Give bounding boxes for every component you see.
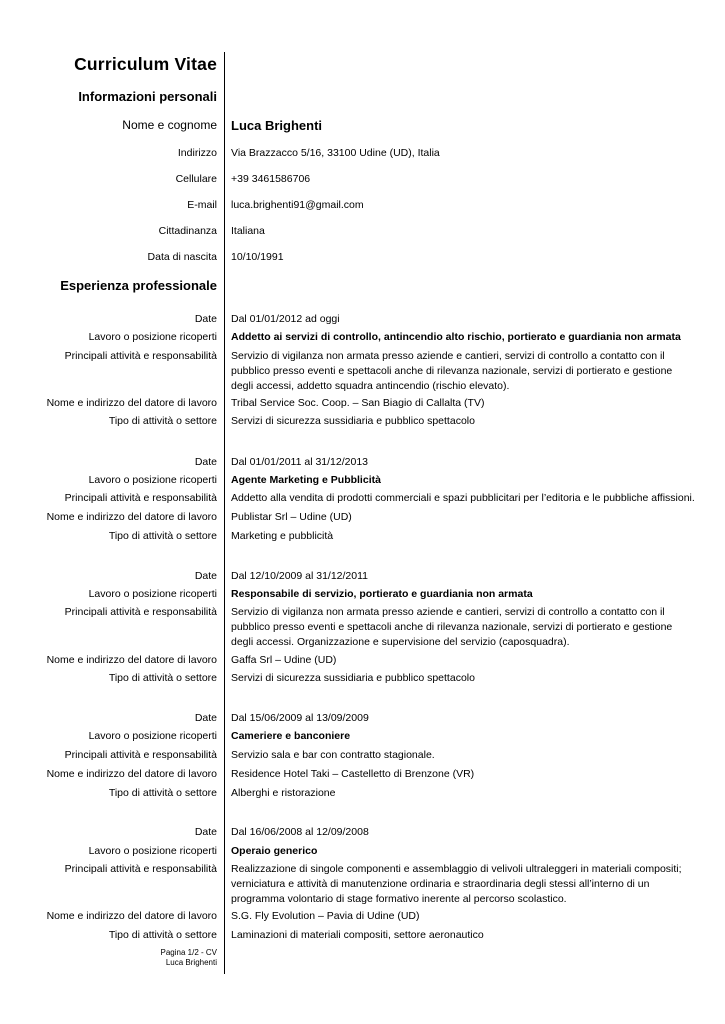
job-date: Dal 12/10/2009 al 31/12/2011 (231, 570, 369, 582)
job-sector: Marketing e pubblicità (231, 530, 334, 542)
position-label: Lavoro o posizione ricoperti (88, 331, 217, 343)
job-position: Responsabile di servizio, portierato e guardiania non armata (231, 588, 533, 600)
job-activities: Servizio di vigilanza non armata presso aziende e cantieri, servizi di controllo a contatto con il pubblico presso eventi e spettacoli anche di rilevanza nazionale, servizi di portierato e gestione degli accessi. Organizzazione e supervisione del servizio (caposquadra). (231, 606, 673, 648)
sector-label: Tipo di attività o settore (108, 787, 217, 799)
sector-label: Tipo di attività o settore (108, 530, 217, 542)
job-employer: Residence Hotel Taki – Castelletto di Brenzone (VR) (231, 768, 475, 780)
date-label: Date (194, 826, 217, 838)
job-activities: Servizio sala e bar con contratto stagionale. (231, 749, 435, 761)
section-heading-experience: Esperienza professionale (60, 278, 217, 293)
job-position: Agente Marketing e Pubblicità (231, 474, 381, 486)
section-heading-personal: Informazioni personali (78, 89, 217, 104)
page-footer (161, 948, 217, 968)
job-position: Operaio generico (231, 845, 318, 857)
date-label: Date (194, 313, 217, 325)
email-value[interactable]: luca.brighenti91@gmail.com (231, 199, 364, 211)
name-value: Luca Brighenti (231, 118, 323, 133)
date-label: Date (194, 456, 217, 468)
job-sector: Servizi di sicurezza sussidiaria e pubblico spettacolo (231, 415, 475, 427)
position-label: Lavoro o posizione ricoperti (88, 845, 217, 857)
job-sector: Laminazioni di materiali compositi, settore aeronautico (231, 929, 484, 941)
sector-label: Tipo di attività o settore (108, 929, 217, 941)
sector-label: Tipo di attività o settore (108, 415, 217, 427)
birth-value: 10/10/1991 (231, 251, 284, 263)
position-label: Lavoro o posizione ricoperti (88, 730, 217, 742)
column-divider (224, 52, 225, 974)
job-date: Dal 15/06/2009 al 13/09/2009 (231, 712, 369, 724)
employer-label: Nome e indirizzo del datore di lavoro (46, 654, 217, 666)
position-label: Lavoro o posizione ricoperti (88, 474, 217, 486)
email-label: E-mail (187, 199, 217, 211)
citizenship-value: Italiana (231, 225, 265, 237)
date-label: Date (194, 712, 217, 724)
employer-label: Nome e indirizzo del datore di lavoro (46, 768, 217, 780)
job-activities: Servizio di vigilanza non armata presso aziende e cantieri, servizi di controllo a contatto con il pubblico presso eventi e spettacoli anche di rilevanza nazionale, servizi di portierato e gestione degli accessi, addetto squadra antincendio (rischio elevato). (231, 350, 673, 392)
birth-label: Data di nascita (147, 251, 217, 263)
phone-value: +39 3461586706 (231, 173, 311, 185)
job-employer: Publistar Srl – Udine (UD) (231, 511, 352, 523)
position-label: Lavoro o posizione ricoperti (88, 588, 217, 600)
job-date: Dal 01/01/2011 al 31/12/2013 (231, 456, 369, 468)
footer-name: Luca Brighenti (165, 958, 217, 967)
job-employer: Tribal Service Soc. Coop. – San Biagio di Callalta (TV) (231, 397, 485, 409)
job-position: Addetto ai servizi di controllo, antincendio alto rischio, portierato e guardiania non armata (231, 331, 681, 343)
employer-label: Nome e indirizzo del datore di lavoro (46, 910, 217, 922)
footer-page-number: Pagina 1/2 - CV (160, 948, 217, 957)
job-date: Dal 01/01/2012 ad oggi (231, 313, 340, 325)
date-label: Date (194, 570, 217, 582)
activities-label: Principali attività e responsabilità (64, 863, 217, 875)
activities-label: Principali attività e responsabilità (64, 749, 217, 761)
phone-label: Cellulare (175, 173, 217, 185)
activities-label: Principali attività e responsabilità (64, 492, 217, 504)
address-label: Indirizzo (177, 147, 217, 159)
job-sector: Servizi di sicurezza sussidiaria e pubblico spettacolo (231, 672, 475, 684)
sector-label: Tipo di attività o settore (108, 672, 217, 684)
activities-label: Principali attività e responsabilità (64, 350, 217, 362)
job-employer: Gaffa Srl – Udine (UD) (231, 654, 337, 666)
document-title: Curriculum Vitae (74, 54, 217, 74)
employer-label: Nome e indirizzo del datore di lavoro (46, 511, 217, 523)
job-activities: Realizzazione di singole componenti e assemblaggio di velivoli ultraleggeri in materiali compositi; verniciatura e attività di manutenzione ordinaria e straordinaria degli stessi all’interno di un programma volontario di stage formativo inerente al percorso scolastico. (231, 863, 682, 905)
job-employer: S.G. Fly Evolution – Pavia di Udine (UD) (231, 910, 420, 922)
citizenship-label: Cittadinanza (158, 225, 217, 237)
activities-label: Principali attività e responsabilità (64, 606, 217, 618)
employer-label: Nome e indirizzo del datore di lavoro (46, 397, 217, 409)
name-label: Nome e cognome (122, 118, 217, 132)
job-sector: Alberghi e ristorazione (231, 787, 336, 799)
job-position: Cameriere e banconiere (231, 730, 351, 742)
job-activities: Addetto alla vendita di prodotti commerciali e spazi pubblicitari per l’editoria e le pubbliche affissioni. (231, 492, 695, 504)
job-date: Dal 16/06/2008 al 12/09/2008 (231, 826, 369, 838)
address-value: Via Brazzacco 5/16, 33100 Udine (UD), Italia (231, 147, 440, 159)
